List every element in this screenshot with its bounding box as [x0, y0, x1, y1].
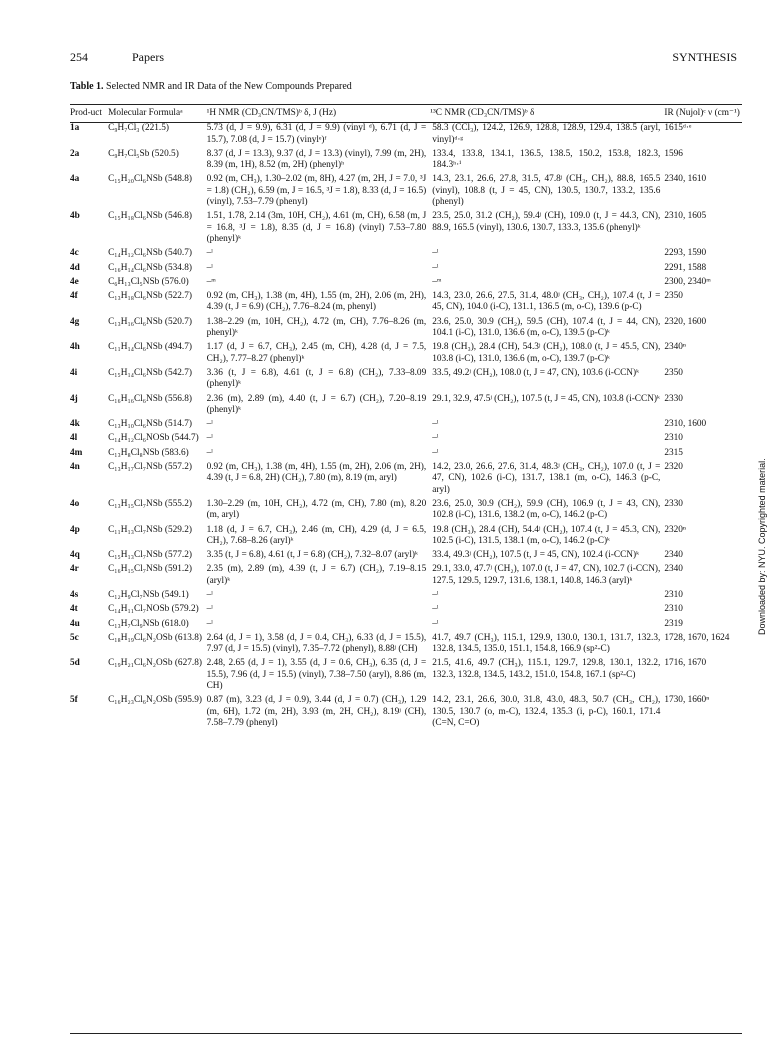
ir-cell: 2340: [664, 564, 683, 575]
c-nmr-cell: 41.7, 49.7 (CH₃), 115.1, 129.9, 130.0, 130.1, 131.7, 132.3, 132.8, 134.5, 135.0, 151.1, 154.8, 166.9 (sp²-C): [432, 632, 661, 655]
table-row: [70, 317, 742, 343]
molecular-formula: C₁₄H₁₂Cl₆NOSb (544.7): [108, 433, 199, 444]
molecular-formula: C₁₃H₁₈Cl₆NSb (522.7): [108, 291, 192, 302]
molecular-formula: C₁₆H₁₆Cl₆NSb (556.8): [108, 393, 192, 404]
table-row: [70, 419, 742, 433]
ir-cell: 1615ᵈ·ᵉ: [664, 123, 692, 134]
col-c-nmr: ¹³C NMR (CD₃CN/TMS)ᵇ δ: [430, 108, 535, 118]
table-row: [70, 291, 742, 317]
section-name: Papers: [132, 50, 164, 64]
table-row: [70, 123, 742, 149]
ir-cell: 2350: [664, 367, 683, 378]
product-id: 4h: [70, 342, 80, 353]
molecular-formula: C₁₉H₂₁Cl₆N₂OSb (627.8): [108, 658, 202, 669]
h-nmr-cell: 2.35 (m), 2.89 (m), 4.39 (t, J = 6.7) (CH₂), 7.19–8.15 (aryl)ᵏ: [206, 564, 427, 586]
table-body: [70, 123, 742, 732]
col-product: Prod-uct: [70, 108, 103, 118]
c-nmr-cell: 23.6, 25.0, 30.9 (CH₂), 59.9 (CH), 106.9 (t, J = 43, CN), 102.8 (i-C), 131.6, 138.2 (m, o-C), 146.2 (p-C): [432, 498, 661, 521]
product-id: 4u: [70, 618, 80, 629]
product-id: 4j: [70, 393, 78, 404]
product-id: 4n: [70, 462, 80, 473]
table-bottom-rule: [70, 1033, 742, 1034]
h-nmr-cell: 2.48, 2.65 (d, J = 1), 3.55 (d, J = 0.6, CH₃), 6.35 (d, J = 15.5), 7.96 (d, J = 15.5) (vinyl), 7.38–7.50 (aryl), 8.86 (m, CH): [206, 658, 427, 692]
table-row: [70, 590, 742, 604]
molecular-formula: C₁₈H₁₉Cl₆N₂OSb (613.8): [108, 632, 202, 643]
c-nmr-cell: 14.3, 23.0, 26.6, 27.5, 31.4, 48.0ʲ (CH₃, CH₂), 107.4 (t, J = 45, CN), 104.0 (i-C), 131.1, 136.5 (m, o-C), 139.6 (p-C): [432, 291, 661, 313]
table-row: [70, 263, 742, 277]
ir-cell: 2310, 1605: [664, 211, 707, 222]
download-watermark: Downloaded by: NYU. Copyrighted material.: [757, 458, 767, 635]
product-id: 4g: [70, 316, 80, 327]
table-label: Table 1.: [70, 81, 104, 92]
c-nmr-cell: 23.6, 25.0, 30.9 (CH₂), 59.5 (CH), 107.4 (t, J = 44, CN), 104.1 (i-C), 131.0, 136.6 (m, o-C), 139.5 (p-C)ᵏ: [432, 316, 661, 339]
product-id: 4i: [70, 367, 78, 378]
c-nmr-cell: 133.4, 133.8, 134.1, 136.5, 138.5, 150.2, 153.8, 182.3, 184.3ʰ·ⁱ: [432, 148, 661, 171]
c-nmr-cell: –ᵐ: [432, 276, 442, 287]
table-header-row: [70, 105, 742, 123]
product-id: 4l: [70, 433, 78, 444]
ir-cell: 2310, 1600: [664, 419, 707, 430]
molecular-formula: C₁₃H₁₇Cl₇NSb (557.2): [108, 462, 192, 473]
table-caption: Selected NMR and IR Data of the New Compounds Prepared: [106, 81, 352, 92]
h-nmr-cell: –ˡ: [206, 262, 213, 273]
c-nmr-cell: 14.2, 23.1, 26.6, 30.0, 31.8, 43.0, 48.3, 50.7 (CH₃, CH₂), 130.5, 130.7 (o, m-C), 132.4, 135.3 (i, p-C), 160.1, 171.4 (C=N, C=O): [432, 695, 661, 728]
table-row: [70, 499, 742, 525]
h-nmr-cell: 2.36 (m), 2.89 (m), 4.40 (t, J = 6.7) (CH₂), 7.20–8.19 (phenyl)ᵏ: [206, 393, 427, 415]
h-nmr-cell: –ˡ: [206, 433, 213, 444]
h-nmr-cell: 1.38–2.29 (m, 10H, CH₂), 4.72 (m, CH), 7.76–8.26 (m, phenyl)ᵏ: [206, 316, 427, 339]
product-id: 4f: [70, 291, 78, 302]
c-nmr-cell: 14.2, 23.0, 26.6, 27.6, 31.4, 48.3ʲ (CH₃, CH₂), 107.0 (t, J = 47, CN), 102.6 (i-C), 131.7, 138.1 (m, o-C), 146.3 (p-C, aryl): [432, 462, 661, 495]
c-nmr-cell: 19.8 (CH₃), 28.4 (CH), 54.4ʲ (CH₂), 107.4 (t, J = 45.3, CN), 102.5 (i-C), 131.5, 138.1 (m, o-C), 146.2 (p-C)ᵏ: [432, 524, 661, 546]
col-formula: Molecular Formulaᵃ: [108, 108, 183, 118]
table-row: [70, 433, 742, 447]
h-nmr-cell: 0.92 (m, CH₃), 1.38 (m, 4H), 1.55 (m, 2H), 2.06 (m, 2H), 4.39 (t, J = 6.8, 2H) (CH₂), 7.80 (m), 8.19 (m, aryl): [206, 462, 427, 484]
c-nmr-cell: –ˡ: [432, 262, 439, 273]
product-id: 4p: [70, 524, 80, 535]
c-nmr-cell: 19.8 (CH₃), 28.4 (CH), 54.3ʲ (CH₂), 108.0 (t, J = 45.5, CN), 103.8 (i-C), 131.0, 136.6 (m, o-C), 139.7 (p-C)ᵏ: [432, 342, 661, 364]
h-nmr-cell: 1.51, 1.78, 2.14 (3m, 10H, CH₂), 4.61 (m, CH), 6.58 (m, J = 16.8, ³J = 1.8), 8.35 (d, J = 16.8) (vinyl) 7.53–7.80 (phenyl)ᵏ: [206, 211, 427, 244]
product-id: 4t: [70, 604, 78, 615]
h-nmr-cell: 5.73 (d, J = 9.9), 6.31 (d, J = 9.9) (vinyl ᵈ), 6.71 (d, J = 15.7), 7.08 (d, J = 15.7) (vinylᵉ)ᶠ: [206, 123, 427, 145]
table-row: [70, 462, 742, 499]
h-nmr-cell: 2.64 (d, J = 1), 3.58 (d, J = 0.4, CH₃), 6.33 (d, J = 15.5), 7.97 (d, J = 15.5) (vinyl), 7.35–7.72 (phenyl), 8.88ʲ (CH): [206, 632, 427, 655]
product-id: 4o: [70, 498, 80, 509]
table-row: [70, 550, 742, 564]
molecular-formula: C₁₆H₂₃Cl₆N₂OSb (595.9): [108, 695, 202, 706]
ir-cell: 2340ⁿ: [664, 342, 686, 353]
c-nmr-cell: 29.1, 32.9, 47.5ʲ (CH₂), 107.5 (t, J = 45, CN), 103.8 (i-CCN)ᵏ: [432, 393, 660, 404]
ir-cell: 2300, 2340ᵐ: [664, 276, 711, 287]
product-id: 5c: [70, 632, 79, 643]
table-row: [70, 525, 742, 551]
product-id: 1a: [70, 123, 80, 134]
molecular-formula: C₁₃H₈Cl₈NSb (583.6): [108, 447, 189, 458]
c-nmr-cell: –ˡ: [432, 589, 439, 600]
h-nmr-cell: 1.18 (d, J = 6.7, CH₃), 2.46 (m, CH), 4.29 (d, J = 6.5, CH₂), 7.68–8.26 (aryl)ᵏ: [206, 524, 427, 546]
product-id: 4e: [70, 276, 79, 287]
product-id: 4a: [70, 174, 80, 185]
molecular-formula: C₁₁H₁₃Cl₇NSb (529.2): [108, 524, 192, 535]
h-nmr-cell: 0.92 (m, CH₃), 1.30–2.02 (m, 8H), 4.27 (m, 2H, J = 7.0, ³J = 1.8) (CH₂), 6.59 (m, J = 16.5, ³J = 1.8), 8.33 (d, J = 16.5)(vinyl), 7.53–7.79 (phenyl): [206, 174, 427, 208]
table-row: [70, 564, 742, 590]
product-id: 2a: [70, 148, 80, 159]
table-row: [70, 248, 742, 262]
h-nmr-cell: –ˡ: [206, 618, 213, 629]
h-nmr-cell: –ˡ: [206, 604, 213, 615]
c-nmr-cell: –ˡ: [432, 447, 439, 458]
molecular-formula: C₁₃H₁₆Cl₆NSb (520.7): [108, 316, 192, 327]
h-nmr-cell: 3.35 (t, J = 6.8), 4.61 (t, J = 6.8) (CH₂), 7.32–8.07 (aryl)ᵏ: [206, 550, 418, 561]
table-row: [70, 604, 742, 618]
molecular-formula: C₁₅H₁₄Cl₆NSb (542.7): [108, 367, 192, 378]
ir-cell: 2310: [664, 589, 683, 600]
c-nmr-cell: –ˡ: [432, 248, 439, 259]
c-nmr-cell: –ˡ: [432, 419, 439, 430]
ir-cell: 2291, 1588: [664, 262, 707, 273]
product-id: 5f: [70, 695, 78, 706]
h-nmr-cell: –ᵐ: [206, 276, 216, 287]
table-row: [70, 277, 742, 291]
ir-cell: 1728, 1670, 1624: [664, 632, 730, 643]
table-row: [70, 695, 742, 732]
table-row: [70, 394, 742, 420]
product-id: 4r: [70, 564, 79, 575]
molecular-formula: C₁₅H₁₃Cl₇NSb (577.2): [108, 550, 192, 561]
h-nmr-cell: 1.30–2.29 (m, 10H, CH₂), 4.72 (m, CH), 7.80 (m), 8.20 (m, aryl): [206, 498, 427, 521]
product-id: 4m: [70, 447, 83, 458]
ir-cell: 2310: [664, 604, 683, 615]
ir-cell: 2320ⁿ: [664, 524, 686, 535]
ir-cell: 2340: [664, 550, 683, 561]
c-nmr-cell: 23.5, 25.0, 31.2 (CH₂), 59.4ʲ (CH), 109.0 (t, J = 44.3, CN), 88.9, 165.5 (vinyl), 130.6, 130.7, 133.3, 135.6 (phenyl)ᵏ: [432, 211, 661, 233]
nmr-table: [70, 104, 742, 732]
product-id: 4d: [70, 262, 80, 273]
c-nmr-cell: 58.3 (CCl₃), 124.2, 126.9, 128.8, 128.9, 129.4, 138.5 (aryl, vinyl)ᵈ·ᵍ: [432, 123, 661, 145]
molecular-formula: C₁₃H₁₀Cl₆NSb (514.7): [108, 419, 192, 430]
product-id: 5d: [70, 658, 80, 669]
ir-cell: 1730, 1660ⁿ: [664, 695, 710, 706]
journal-name: SYNTHESIS: [672, 50, 737, 64]
table-row: [70, 658, 742, 695]
molecular-formula: C₁₂H₉Cl₇NSb (549.1): [108, 589, 189, 600]
c-nmr-cell: 33.5, 49.2ʲ (CH₂), 108.0 (t, J = 47, CN), 103.6 (i-CCN)ᵏ: [432, 367, 640, 378]
c-nmr-cell: 29.1, 33.0, 47.7ʲ (CH₂), 107.0 (t, J = 47, CN), 102.7 (i-CCN), 127.5, 129.5, 129.7, 131.6, 138.1, 140.8, 146.3 (aryl)ᵏ: [432, 564, 661, 586]
h-nmr-cell: 0.87 (m), 3.23 (d, J = 0.9), 3.44 (d, J = 0.7) (CH₃), 1.29 (m, 6H), 1.72 (m, 2H), 3.93 (m, 2H, CH₂), 8.19ʲ (CH), 7.58–7.79 (phenyl): [206, 695, 427, 728]
product-id: 4k: [70, 419, 80, 430]
molecular-formula: C₁₃H₇Cl₉NSb (618.0): [108, 618, 189, 629]
h-nmr-cell: 0.92 (m, CH₃), 1.38 (m, 4H), 1.55 (m, 2H), 2.06 (m, 2H), 4.39 (t, J = 6.9) (CH₂), 7.76–8.24 (m, phenyl): [206, 291, 427, 313]
molecular-formula: C₁₁H₁₄Cl₆NSb (494.7): [108, 342, 192, 353]
c-nmr-cell: 14.3, 23.1, 26.6, 27.8, 31.5, 47.8ʲ (CH₃, CH₂), 88.8, 165.5 (vinyl), 108.8 (t, J = 45, CN), 130.5, 130.7, 133.2, 135.6 (phenyl): [432, 174, 661, 208]
ir-cell: 2340, 1610: [664, 174, 707, 185]
ir-cell: 2310: [664, 433, 683, 444]
molecular-formula: C₁₅H₂₀Cl₆NSb (548.8): [108, 174, 192, 185]
molecular-formula: C₁₃H₁₅Cl₇NSb (555.2): [108, 498, 192, 509]
ir-cell: 2320, 1600: [664, 316, 707, 327]
h-nmr-cell: –ˡ: [206, 248, 213, 259]
c-nmr-cell: 21.5, 41.6, 49.7 (CH₃), 115.1, 129.7, 129.8, 130.1, 132.2, 132.3, 132.8, 134.5, 143.2, 151.0, 154.8, 167.1 (sp²-C): [432, 658, 661, 680]
molecular-formula: C₁₅H₁₈Cl₆NSb (546.8): [108, 211, 192, 222]
product-id: 4q: [70, 550, 80, 561]
c-nmr-cell: –ˡ: [432, 604, 439, 615]
ir-cell: 2320: [664, 462, 683, 473]
product-id: 4b: [70, 211, 80, 222]
molecular-formula: C₁₆H₁₅Cl₇NSb (591.2): [108, 564, 192, 575]
page-number: 254: [70, 50, 88, 64]
table-row: [70, 448, 742, 462]
ir-cell: 2350: [664, 291, 683, 302]
molecular-formula: C₉H₇Cl₅Sb (520.5): [108, 148, 179, 159]
table-row: [70, 368, 742, 394]
product-id: 4c: [70, 248, 79, 259]
ir-cell: 2315: [664, 447, 683, 458]
table-row: [70, 619, 742, 633]
h-nmr-cell: 3.36 (t, J = 6.8), 4.61 (t, J = 6.8) (CH₂), 7.33–8.09 (phenyl)ᵏ: [206, 367, 427, 390]
table-row: [70, 149, 742, 175]
h-nmr-cell: –ˡ: [206, 447, 213, 458]
h-nmr-cell: 8.37 (d, J = 13.3), 9.37 (d, J = 13.3) (vinyl), 7.99 (m, 2H), 8.39 (m, 1H), 8.52 (m, 2H) (phenyl)ʰ: [206, 148, 427, 171]
ir-cell: 2293, 1590: [664, 248, 707, 259]
table-row: [70, 633, 742, 659]
table-row: [70, 211, 742, 248]
ir-cell: 2330: [664, 498, 683, 509]
table-row: [70, 342, 742, 368]
h-nmr-cell: –ˡ: [206, 589, 213, 600]
col-h-nmr: ¹H NMR (CD₃CN/TMS)ᵇ δ, J (Hz): [206, 108, 337, 118]
molecular-formula: C₁₄H₁₁Cl₇NOSb (579.2): [108, 604, 199, 615]
h-nmr-cell: –ˡ: [206, 419, 213, 430]
ir-cell: 1596: [664, 148, 683, 159]
page-header: [70, 50, 737, 65]
col-ir: IR (Nujol)ᶜ ν (cm⁻¹): [664, 108, 740, 118]
product-id: 4s: [70, 589, 79, 600]
table-row: [70, 174, 742, 211]
molecular-formula: C₆H₁₃Cl₅NSb (576.0): [108, 276, 189, 287]
molecular-formula: C₁₆H₁₄Cl₆NSb (534.8): [108, 262, 192, 273]
h-nmr-cell: 1.17 (d, J = 6.7, CH₃), 2.45 (m, CH), 4.28 (d, J = 7.5, CH₂), 7.77–8.27 (phenyl)ᵏ: [206, 342, 427, 364]
c-nmr-cell: –ˡ: [432, 618, 439, 629]
ir-cell: 2319: [664, 618, 683, 629]
molecular-formula: C₉H₇Cl₃ (221.5): [108, 123, 169, 134]
ir-cell: 1716, 1670: [664, 658, 707, 669]
ir-cell: 2330: [664, 393, 683, 404]
table-title: [70, 81, 352, 92]
c-nmr-cell: 33.4, 49.3ʲ (CH₂), 107.5 (t, J = 45, CN), 102.4 (i-CCN)ᵏ: [432, 550, 640, 561]
c-nmr-cell: –ˡ: [432, 433, 439, 444]
molecular-formula: C₁₄H₁₂Cl₆NSb (540.7): [108, 248, 192, 259]
